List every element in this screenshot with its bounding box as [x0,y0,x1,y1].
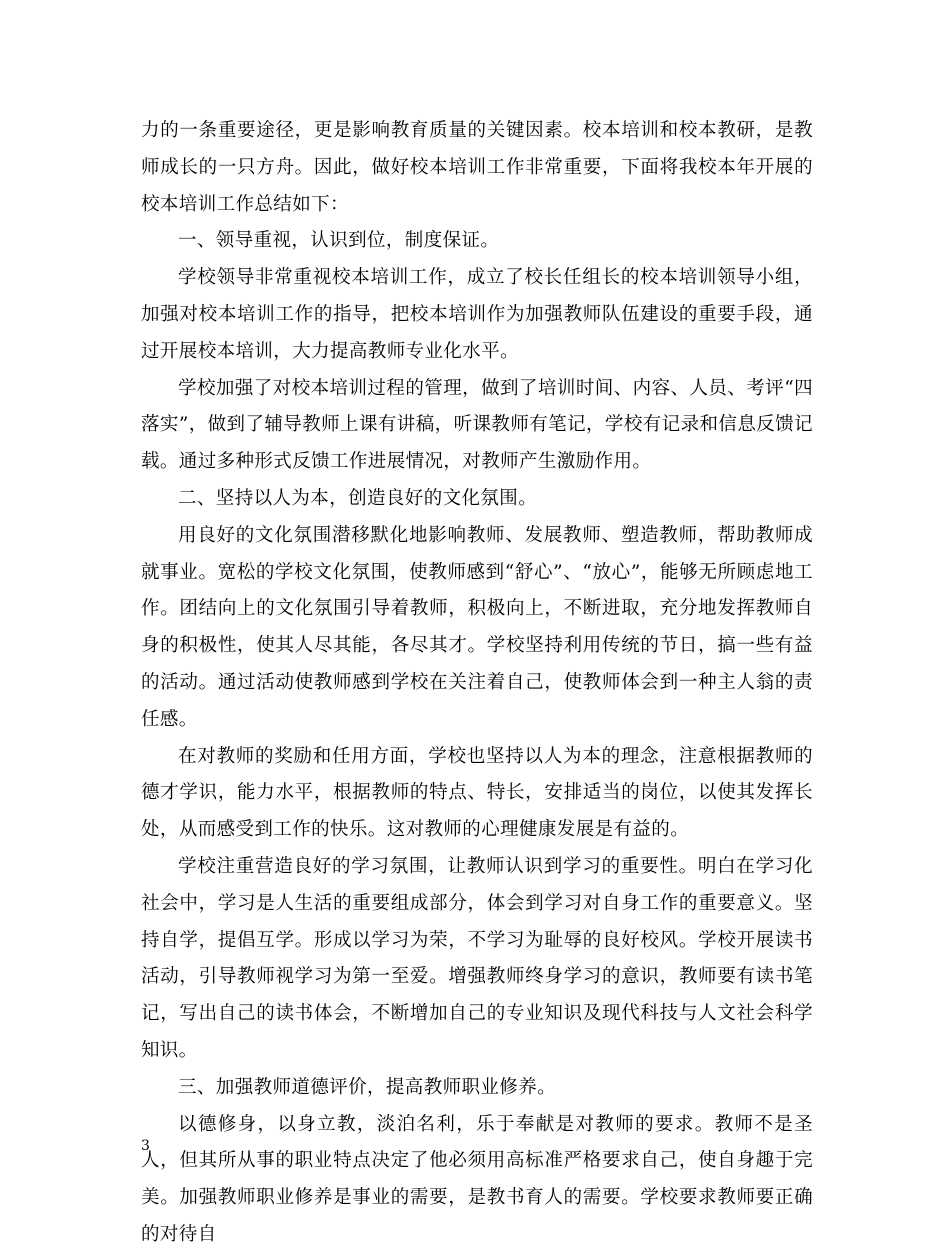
paragraph-process-management: 学校加强了对校本培训过程的管理，做到了培训时间、内容、人员、考评“四落实”，做到了辅导教师上课有讲稿，听课教师有笔记，学校有记录和信息反馈记载。通过多种形式反馈工作进展情况，对教师产生激励作用。 [141,377,813,473]
page-number: 3 [141,1138,150,1154]
section-heading-ethics: 三、加强教师道德评价，提高教师职业修养。 [178,1076,557,1098]
paragraph-leadership-group: 学校领导非常重视校本培训工作，成立了校长任组长的校本培训领导小组，加强对校本培训工作的指导，把校本培训作为加强教师队伍建设的重要手段，通过开展校本培训，大力提高教师专业化水平。 [141,267,813,362]
paragraph-cultural-atmosphere: 用良好的文化氛围潜移默化地影响教师、发展教师、塑造教师，帮助教师成就事业。宽松的学校文化氛围，使教师感到“舒心”、“放心”，能够无所顾虑地工作。团结向上的文化氛围引导着教师，积极向上，不断进取，充分地发挥教师自身的积极性，使其人尽其能，各尽其才。学校坚持利用传统的节日，搞一些有益的活动。通过活动使教师感到学校在关注着自己，使教师体会到一种主人翁的责任感。 [141,524,813,730]
section-heading-leadership: 一、领导重视，认识到位，制度保证。 [178,230,500,252]
paragraph-intro-continued: 力的一条重要途径，更是影响教育质量的关键因素。校本培训和校本教研，是教师成长的一只方舟。因此，做好校本培训工作非常重要，下面将我校本年开展的校本培训工作总结如下： [141,120,813,215]
paragraph-professional-ethics: 以德修身，以身立教，淡泊名利，乐于奉献是对教师的要求。教师不是圣人，但其所从事的职业特点决定了他必须用高标准严格要求自己，使自身趣于完美。加强教师职业修养是事业的需要，是教书育人的需要。学校要求教师要正确的对待自 [141,1113,813,1245]
document-body [141,113,813,1254]
paragraph-rewards-appointment: 在对教师的奖励和任用方面，学校也坚持以人为本的理念，注意根据教师的德才学识，能力水平，根据教师的特点、特长，安排适当的岗位，以使其发挥长处，从而感受到工作的快乐。这对教师的心理健康发展是有益的。 [141,745,813,841]
section-heading-culture: 二、坚持以人为本，创造良好的文化氛围。 [178,487,538,509]
paragraph-learning-atmosphere: 学校注重营造良好的学习氛围，让教师认识到学习的重要性。明白在学习化社会中，学习是人生活的重要组成部分，体会到学习对自身工作的重要意义。坚持自学，提倡互学。形成以学习为荣，不学习为耻辱的良好校风。学校开展读书活动，引导教师视学习为第一至爱。增强教师终身学习的意识，教师要有读书笔记，写出自己的读书体会，不断增加自己的专业知识及现代科技与人文社会科学知识。 [141,855,813,1061]
